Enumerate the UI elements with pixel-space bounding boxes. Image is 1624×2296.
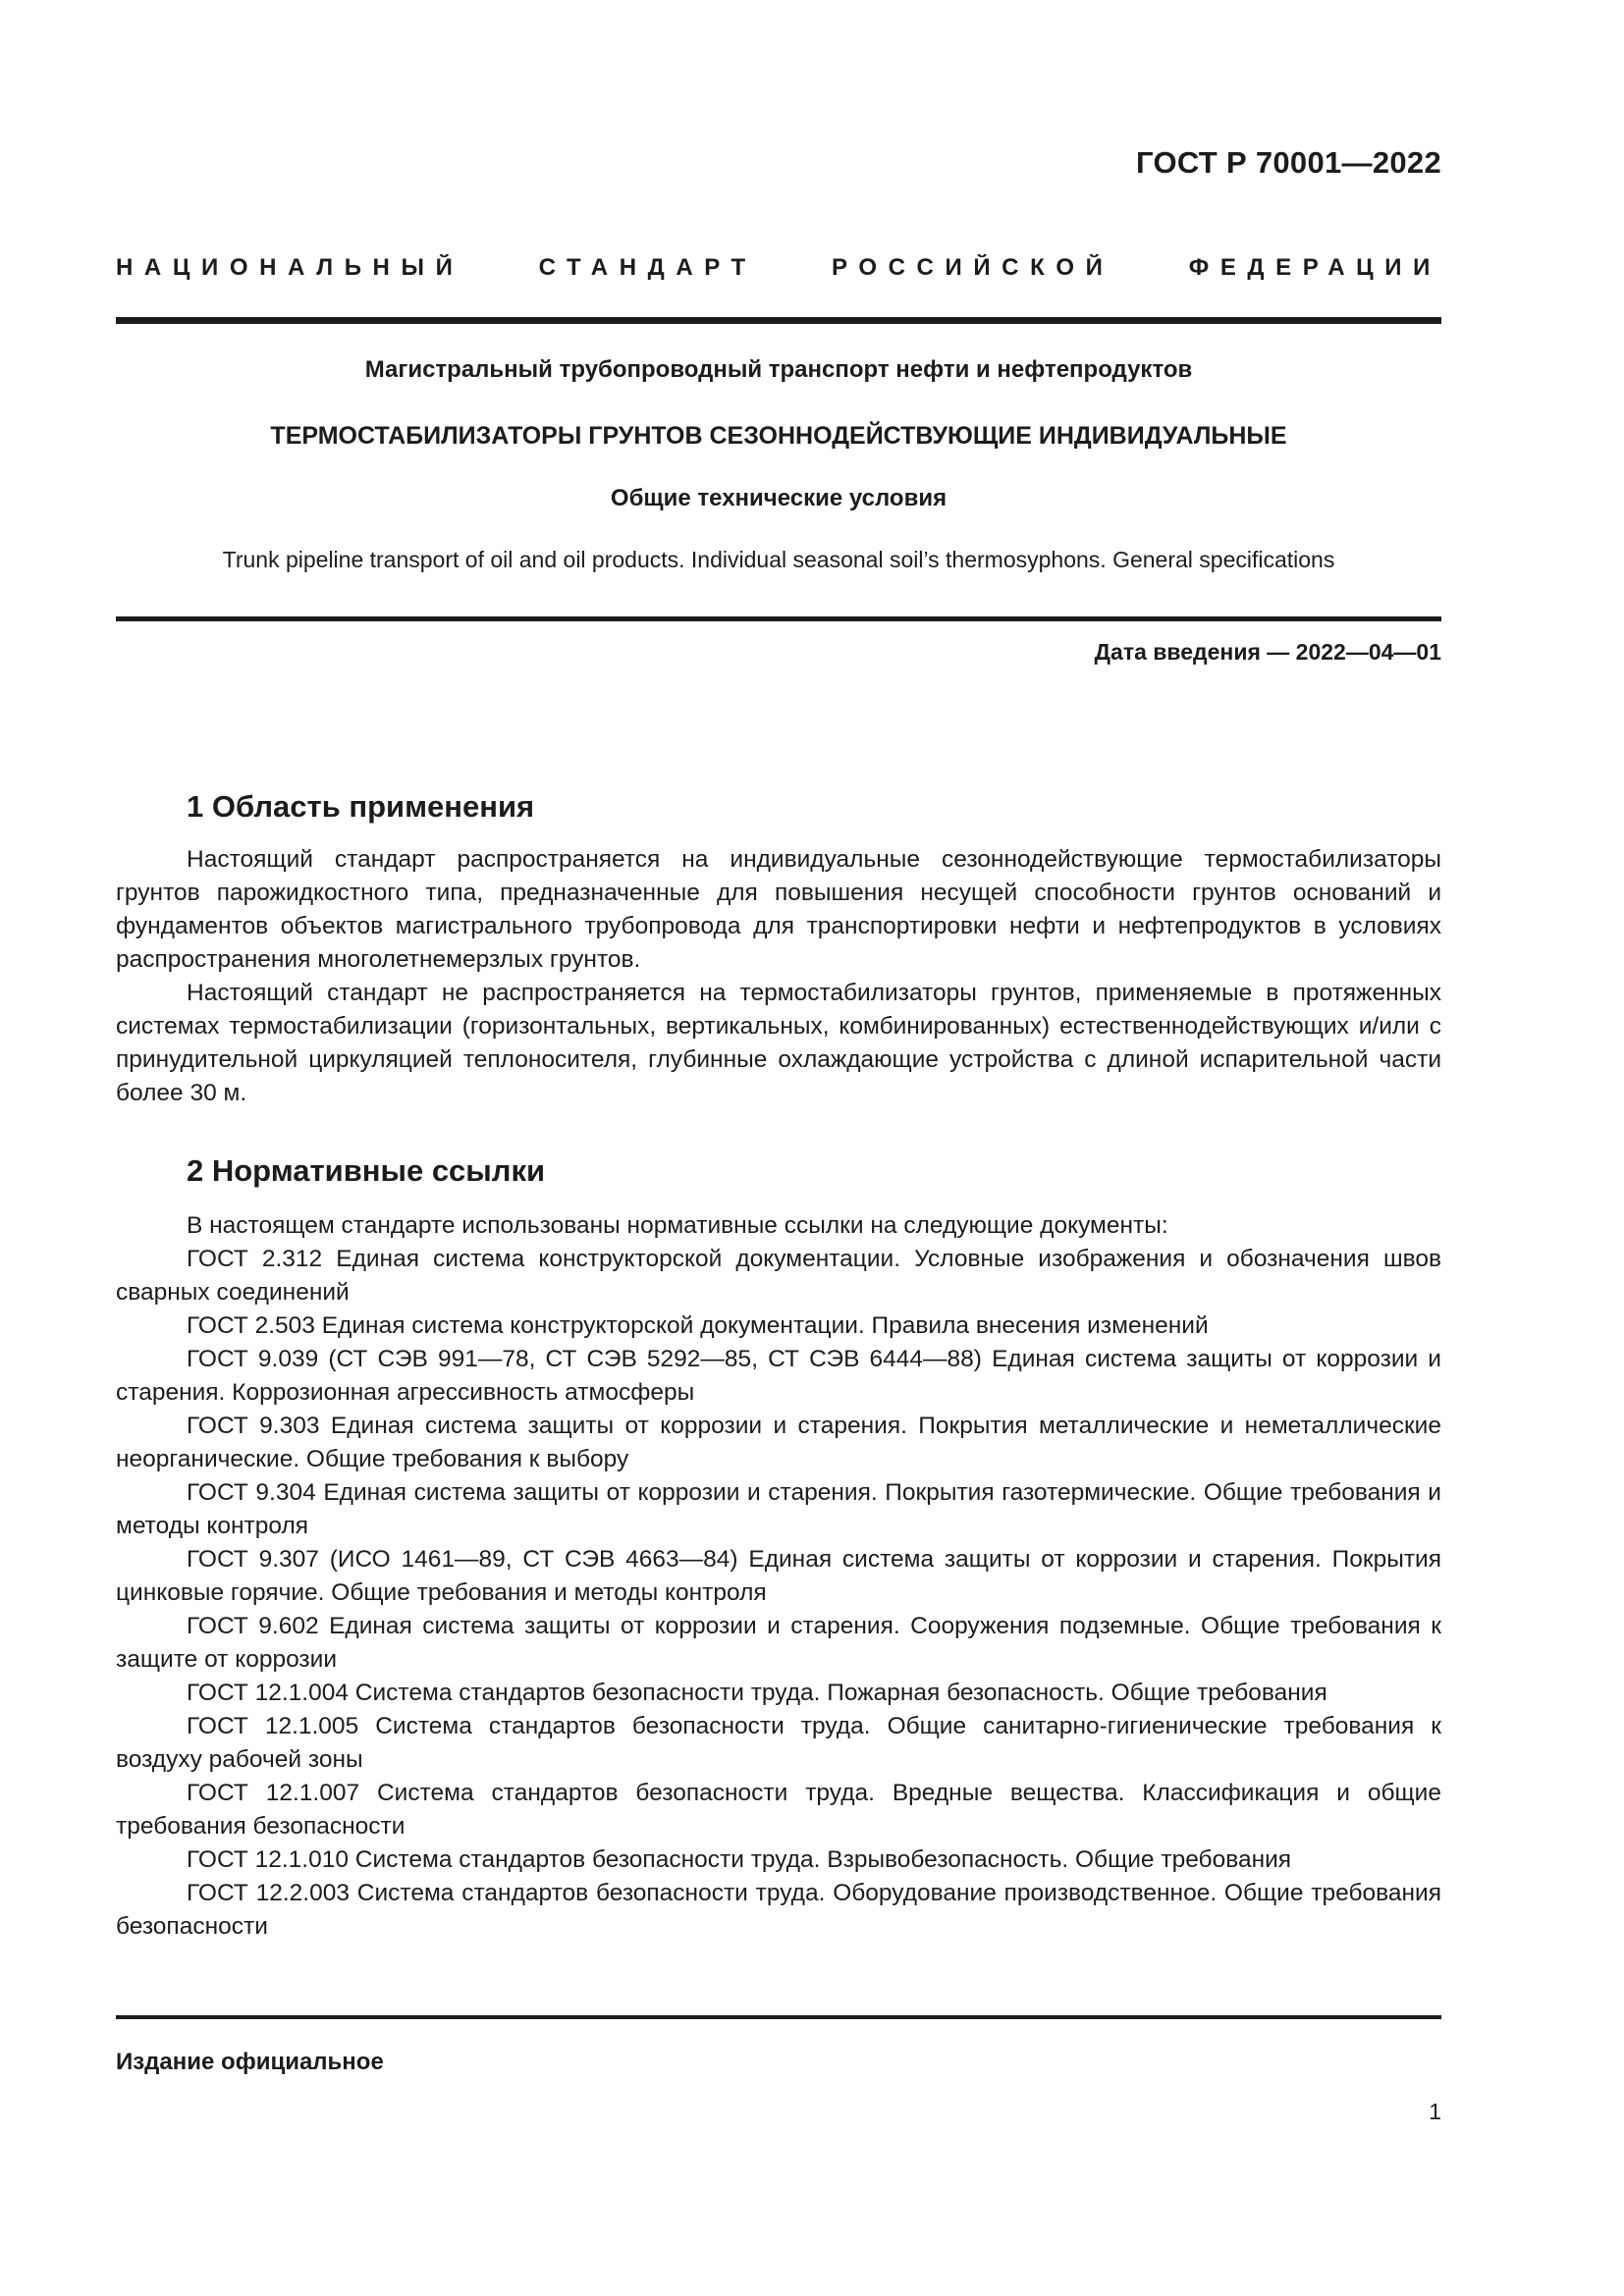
reference-item: ГОСТ 12.1.005 Система стандартов безопасности труда. Общие санитарно-гигиенические требования к воздуху рабочей зоны: [116, 1713, 1441, 1773]
reference-intro: В настоящем стандарте использованы нормативные ссылки на следующие документы:: [187, 1212, 1168, 1239]
reference-item: ГОСТ 9.304 Единая система защиты от коррозии и старения. Покрытия газотермические. Общие требования и методы контроля: [116, 1479, 1441, 1539]
section-1-paragraph: Настоящий стандарт не распространяется на термостабилизаторы грунтов, применяемые в протяженных системах термостабилизации (горизонтальных, вертикальных, комбинированных) естественнодействующих и/или с принудительной циркуляцией теплоносителя, глубинные охлаждающие устройства с длиной испарительной части более 30 м.: [116, 980, 1441, 1106]
national-standard-banner: НАЦИОНАЛЬНЫЙ СТАНДАРТ РОССИЙСКОЙ ФЕДЕРАЦИИ: [116, 254, 1441, 281]
footer-rule: [116, 2015, 1441, 2019]
title-rule: [116, 616, 1441, 621]
section-2-heading: 2 Нормативные ссылки: [187, 1153, 546, 1188]
reference-item: ГОСТ 9.602 Единая система защиты от коррозии и старения. Сооружения подземные. Общие требования к защите от коррозии: [116, 1613, 1441, 1673]
reference-item: ГОСТ 12.1.007 Система стандартов безопасности труда. Вредные вещества. Классификация и общие требования безопасности: [116, 1780, 1441, 1840]
reference-item: ГОСТ 9.039 (СТ СЭВ 991—78, СТ СЭВ 5292—85, СТ СЭВ 6444—88) Единая система защиты от коррозии и старения. Коррозионная агрессивность атмосферы: [116, 1346, 1441, 1406]
reference-item: ГОСТ 12.2.003 Система стандартов безопасности труда. Оборудование производственное. Общие требования безопасности: [116, 1880, 1441, 1940]
reference-item: ГОСТ 9.307 (ИСО 1461—89, СТ СЭВ 4663—84) Единая система защиты от коррозии и старения. Покрытия цинковые горячие. Общие требования и методы контроля: [116, 1546, 1441, 1606]
page-number: 1: [1429, 2099, 1441, 2124]
title-russian: ТЕРМОСТАБИЛИЗАТОРЫ ГРУНТОВ СЕЗОННОДЕЙСТВУЮЩИЕ ИНДИВИДУАЛЬНЫЕ: [270, 422, 1287, 450]
reference-item: ГОСТ 2.312 Единая система конструкторской документации. Условные изображения и обозначения швов сварных соединений: [116, 1246, 1441, 1306]
title-english: Trunk pipeline transport of oil and oil products. Individual seasonal soil’s thermosyphons. General specifications: [222, 547, 1335, 572]
reference-item: ГОСТ 2.503 Единая система конструкторской документации. Правила внесения изменений: [187, 1312, 1209, 1339]
section-1-body: [116, 843, 1441, 1110]
section-1-paragraph: Настоящий стандарт распространяется на индивидуальные сезоннодействующие термостабилизаторы грунтов парожидкостного типа, предназначенные для повышения несущей способности грунтов оснований и фундаментов объектов магистрального трубопровода для транспортировки нефти и нефтепродуктов в условиях распространения многолетнемерзлых грунтов.: [116, 846, 1441, 973]
subject-line: Магистральный трубопроводный транспорт нефти и нефтепродуктов: [364, 356, 1193, 383]
document-subtitle: Общие технические условия: [610, 485, 947, 511]
section-1-heading: 1 Область применения: [187, 789, 535, 824]
section-2-body: [116, 1209, 1441, 1944]
introduction-date: Дата введения — 2022—04—01: [1094, 639, 1441, 665]
official-edition-label: Издание официальное: [116, 2049, 384, 2075]
reference-item: ГОСТ 12.1.010 Система стандартов безопасности труда. Взрывобезопасность. Общие требования: [187, 1846, 1292, 1873]
header-rule: [116, 317, 1441, 324]
reference-item: ГОСТ 9.303 Единая система защиты от коррозии и старения. Покрытия металлические и неметаллические неорганические. Общие требования к выбору: [116, 1413, 1441, 1472]
reference-item: ГОСТ 12.1.004 Система стандартов безопасности труда. Пожарная безопасность. Общие требования: [187, 1680, 1327, 1706]
document-number: ГОСТ Р 70001—2022: [1136, 145, 1441, 180]
